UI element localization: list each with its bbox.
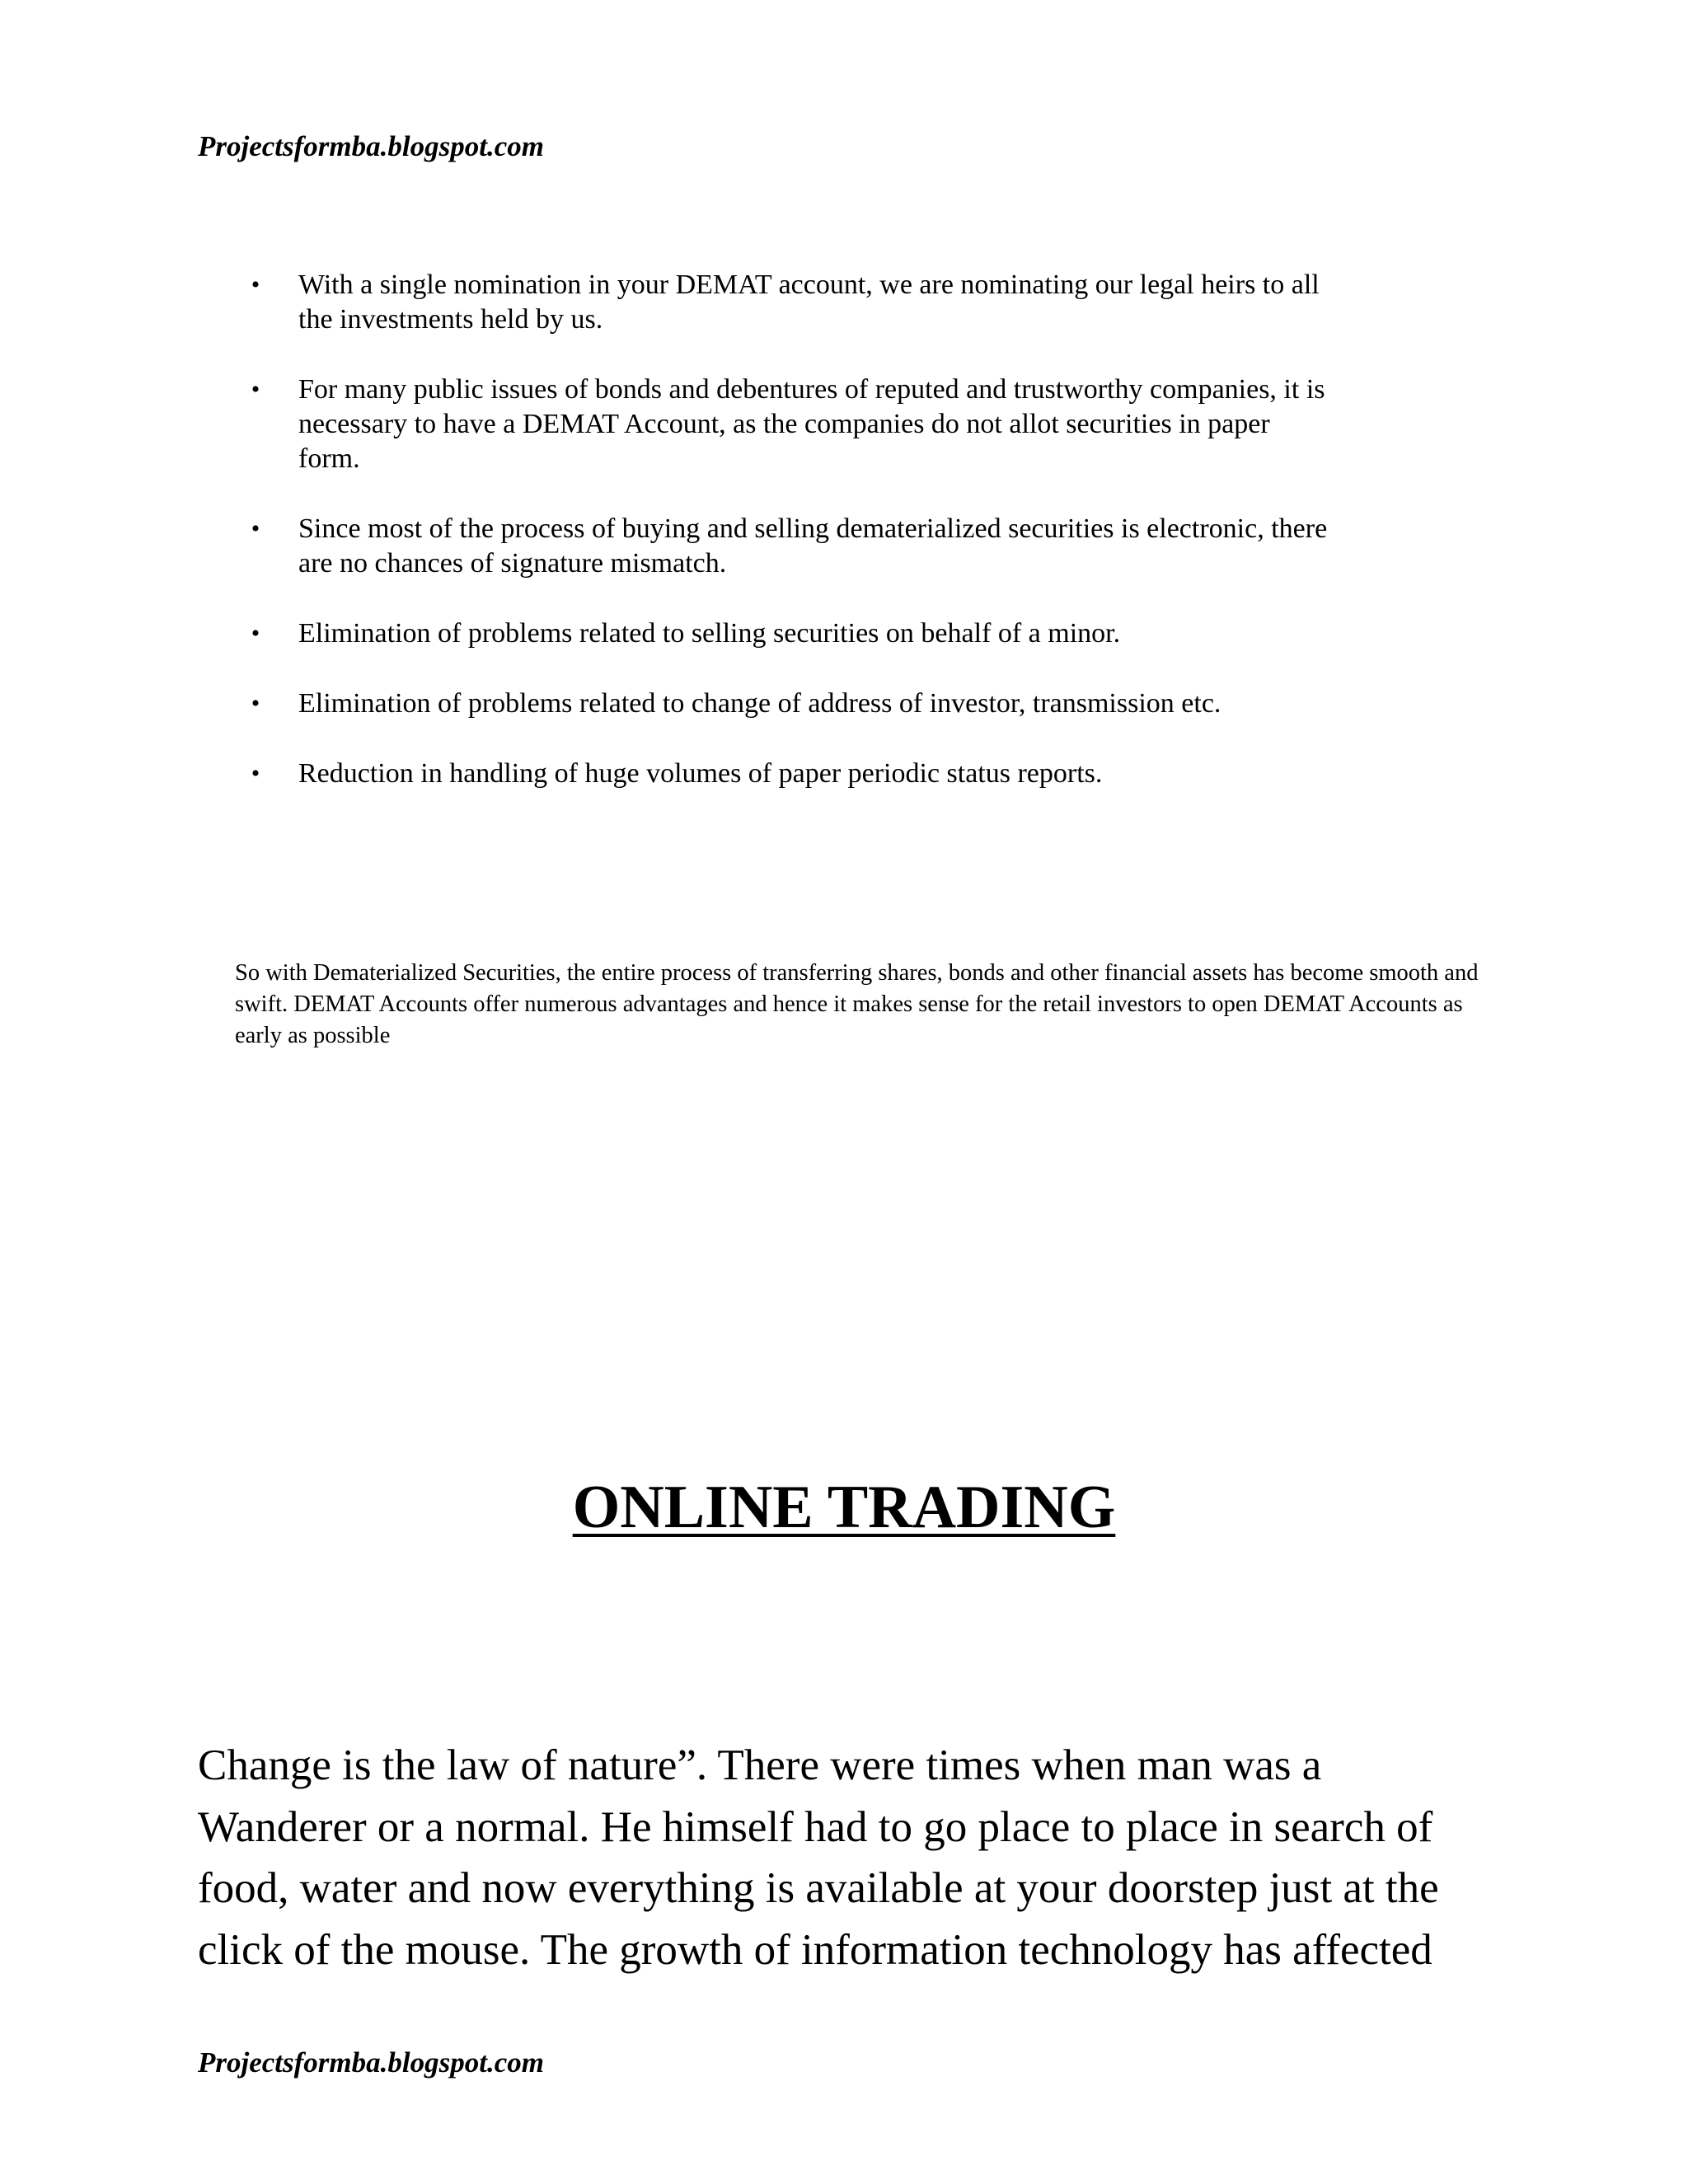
bullet-text: Elimination of problems related to change of address of investor, transmission etc. bbox=[298, 688, 1221, 719]
bullet-icon: • bbox=[251, 690, 260, 717]
bullet-text: With a single nomination in your DEMAT account, we are nominating our legal heirs to all the investments held by us. bbox=[298, 269, 1320, 335]
bullet-item bbox=[247, 757, 1385, 791]
benefits-bullet-list bbox=[247, 268, 1385, 827]
section-title-text: ONLINE TRADING bbox=[572, 1474, 1116, 1541]
bullet-text: Reduction in handling of huge volumes of paper periodic status reports. bbox=[298, 758, 1103, 789]
bullet-icon: • bbox=[251, 515, 260, 542]
section-title bbox=[0, 1474, 1688, 1541]
bullet-item bbox=[247, 512, 1385, 581]
summary-paragraph: So with Dematerialized Securities, the entire process of transferring shares, bonds and other financial assets has become smooth and swift. DEMAT Accounts offer numerous advantages and hence it makes sense for the retail investors to open DEMAT Accounts as early as possible bbox=[235, 960, 1479, 1048]
bullet-item bbox=[247, 616, 1385, 651]
bullet-icon: • bbox=[251, 271, 260, 298]
bullet-text: For many public issues of bonds and debentures of reputed and trustworthy companies, it is necessary to have a DEMAT Account, as the companies do not allot securities in paper form. bbox=[298, 374, 1325, 474]
body-paragraph: Change is the law of nature”. There were times when man was a Wanderer or a normal. He himself had to go place to place in search of food, water and now everything is available at your doorstep just at the click of the mouse. The growth of information technology has affected bbox=[198, 1741, 1439, 1974]
page-footer: Projectsformba.blogspot.com bbox=[198, 2046, 544, 2079]
bullet-text: Elimination of problems related to selling securities on behalf of a minor. bbox=[298, 618, 1121, 649]
bullet-icon: • bbox=[251, 620, 260, 647]
bullet-icon: • bbox=[251, 376, 260, 403]
bullet-icon: • bbox=[251, 760, 260, 787]
bullet-item bbox=[247, 268, 1385, 337]
bullet-text: Since most of the process of buying and selling dematerialized securities is electronic, there are no chances of signature mismatch. bbox=[298, 513, 1328, 579]
page-header: Projectsformba.blogspot.com bbox=[198, 130, 544, 162]
bullet-item bbox=[247, 687, 1385, 721]
bullet-item bbox=[247, 373, 1385, 476]
